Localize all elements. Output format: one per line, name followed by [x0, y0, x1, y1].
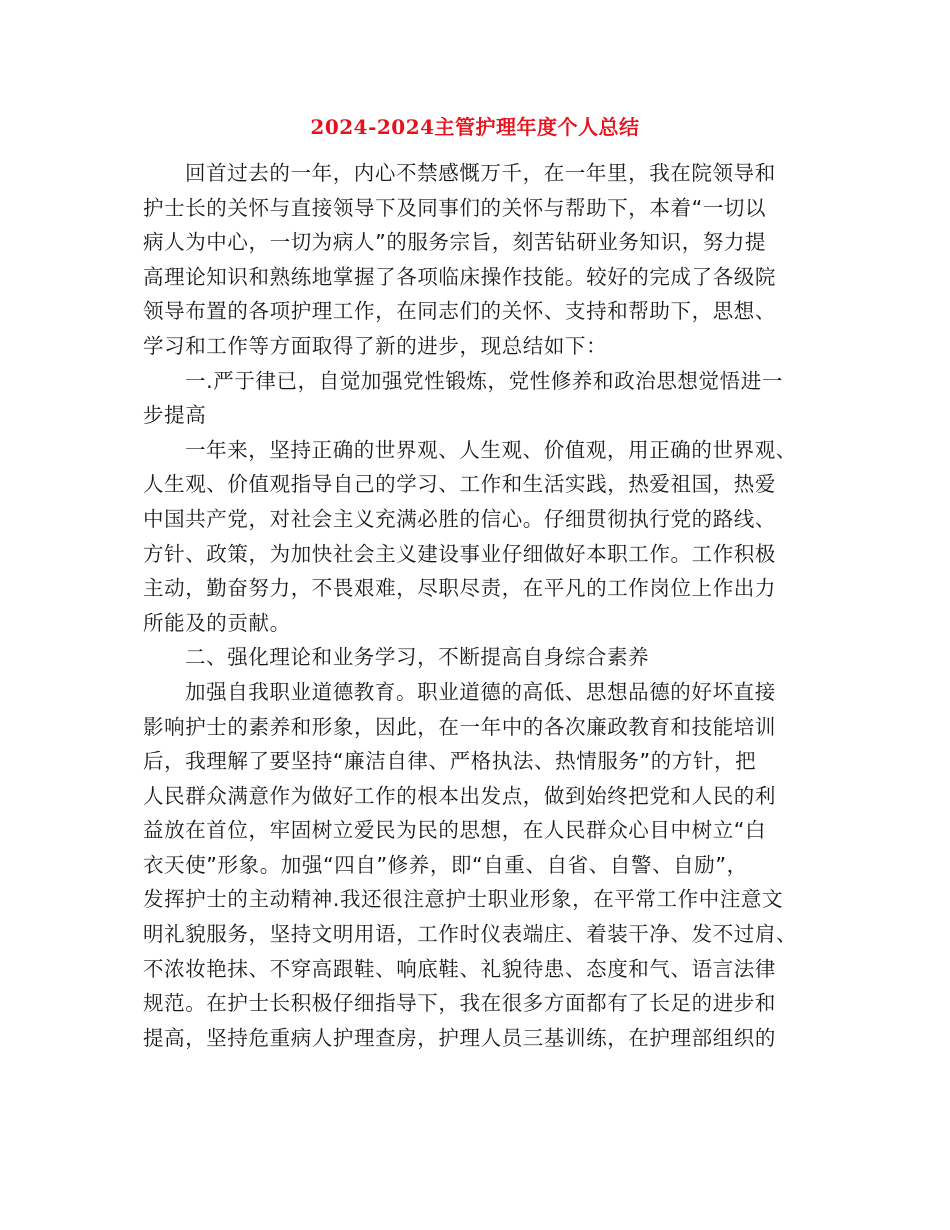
- text-line: 人民群众满意作为做好工作的根本出发点，做到始终把党和人民的利: [143, 783, 776, 808]
- text-line: 后，我理解了要坚持“廉洁自律、严格执法、热情服务”的方针，把: [143, 749, 757, 774]
- text-line: 主动，勤奋努力，不畏艰难，尽职尽责，在平凡的工作岗位上作出力: [143, 576, 776, 601]
- text-line: 护士长的关怀与直接领导下及同事们的关怀与帮助下，本着“一切以: [143, 195, 767, 220]
- text-line: 病人为中心，一切为病人”的服务宗旨，刻苦钻研业务知识，努力提: [143, 230, 767, 255]
- text-line: 一.严于律已，自觉加强党性锻炼，党性修养和政治思想觉悟进一: [185, 368, 783, 393]
- text-line: 益放在首位，牢固树立爱民为民的思想，在人民群众心目中树立“白: [143, 818, 767, 843]
- text-line: 明礼貌服务，坚持文明用语，工作时仪表端庄、着装干净、发不过肩、: [143, 922, 798, 947]
- text-line: 一年来，坚持正确的世界观、人生观、价值观，用正确的世界观、: [185, 437, 797, 462]
- text-line: 二、强化理论和业务学习，不断提高自身综合素养: [185, 645, 650, 670]
- text-line: 中国共产党，对社会主义充满必胜的信心。仔细贯彻执行党的路线、: [143, 506, 776, 531]
- text-line: 高理论知识和熟练地掌握了各项临床操作技能。较好的完成了各级院: [143, 264, 776, 289]
- text-line: 不浓妆艳抹、不穿高跟鞋、响底鞋、礼貌待患、态度和气、语言法律: [143, 956, 776, 981]
- document-title: 2024-2024主管护理年度个人总结: [310, 115, 640, 139]
- text-line: 影响护士的素养和形象，因此，在一年中的各次廉政教育和技能培训: [143, 714, 776, 739]
- text-line: 衣天使”形象。加强“四自”修养，即“自重、自省、自警、自励”，: [143, 852, 748, 877]
- text-line: 发挥护士的主动精神.我还很注意护士职业形象，在平常工作中注意文: [143, 887, 784, 912]
- text-line: 人生观、价值观指导自己的学习、工作和生活实践，热爱祖国，热爱: [143, 472, 776, 497]
- text-line: 步提高: [143, 403, 207, 428]
- text-line: 提高，坚持危重病人护理查房，护理人员三基训练，在护理部组织的: [143, 1025, 776, 1050]
- text-line: 方针、政策，为加快社会主义建设事业仔细做好本职工作。工作积极: [143, 541, 776, 566]
- text-line: 所能及的贡献。: [143, 610, 291, 635]
- text-line: 领导布置的各项护理工作，在同志们的关怀、支持和帮助下，思想、: [143, 299, 776, 324]
- document-body: [143, 156, 813, 1055]
- text-line: 加强自我职业道德教育。职业道德的高低、思想品德的好坏直接: [185, 679, 776, 704]
- text-line: 学习和工作等方面取得了新的进步，现总结如下：: [143, 333, 608, 358]
- text-line: 回首过去的一年，内心不禁感慨万千，在一年里，我在院领导和: [185, 161, 776, 185]
- text-line: 规范。在护士长积极仔细指导下，我在很多方面都有了长足的进步和: [143, 991, 776, 1016]
